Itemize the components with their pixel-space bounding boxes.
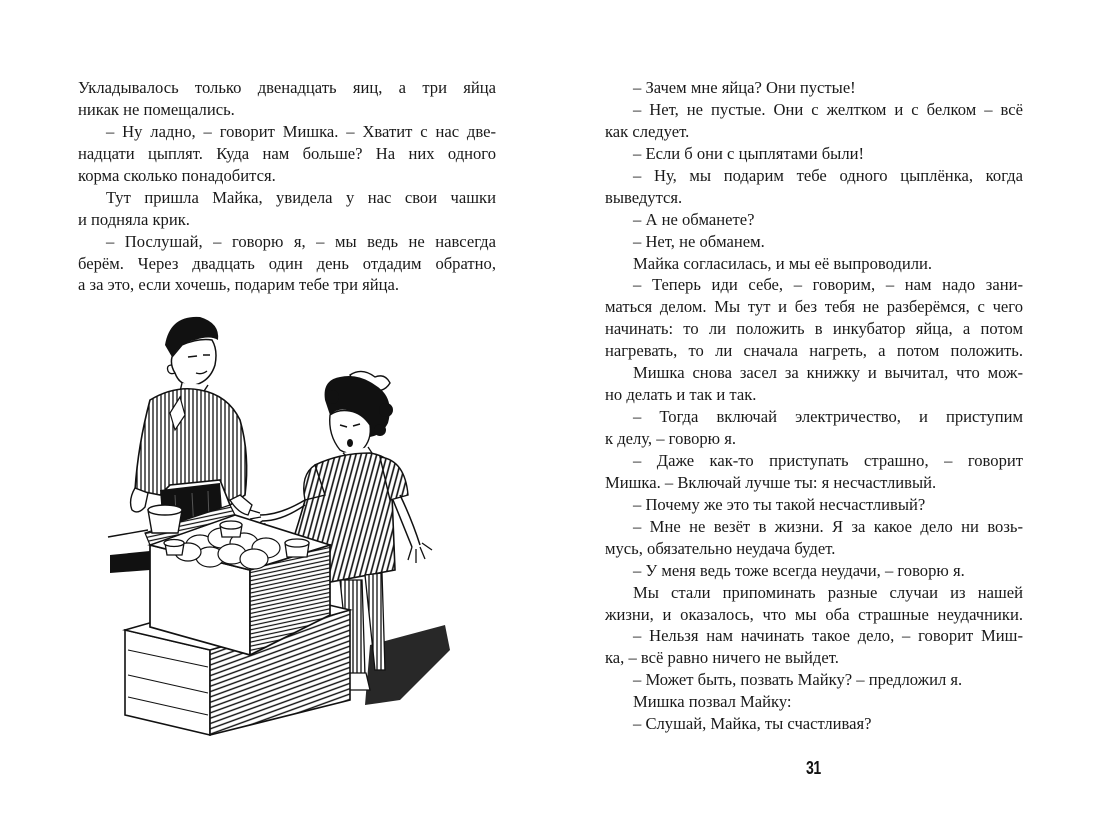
text-line: мусь, обязательно неудача будет. bbox=[605, 538, 836, 558]
text-line: выведутся. bbox=[605, 187, 683, 207]
text-line: жизни, и оказалось, что мы оба страшные неудачники. bbox=[605, 604, 1023, 624]
text-line: – А не обманете? bbox=[633, 209, 755, 229]
illustration-children-with-egg-box bbox=[100, 305, 460, 745]
text-line: – Зачем мне яйца? Они пустые! bbox=[633, 78, 856, 97]
text-line: Укладывалось только двенадцать яиц, а три яйца bbox=[78, 78, 496, 97]
text-line: Майка согласилась, и мы её выпроводили. bbox=[633, 253, 933, 273]
page-number: 31 bbox=[806, 758, 821, 778]
text-line: – Теперь иди себе, – говорим, – нам надо зани- bbox=[633, 275, 1023, 295]
text-line: – Может быть, позвать Майку? – предложил я. bbox=[633, 670, 963, 690]
text-line: Мишка снова засел за книжку и вычитал, что мож- bbox=[633, 363, 1023, 383]
text-line: к делу, – говорю я. bbox=[605, 429, 737, 448]
text-line: – Нет, не обманем. bbox=[633, 231, 765, 251]
text-line: Мишка. – Включай лучше ты: я несчастливый. bbox=[605, 472, 937, 492]
left-text-column bbox=[78, 77, 496, 296]
text-line: ка, – всё равно ничего не выйдет. bbox=[605, 648, 839, 668]
text-line: – Почему же это ты такой несчастливый? bbox=[633, 494, 926, 514]
text-line: но делать и так и так. bbox=[605, 385, 757, 405]
text-line: – Мне не везёт в жизни. Я за какое дело ни возь- bbox=[633, 516, 1023, 536]
text-line: корма сколько понадобится. bbox=[78, 165, 276, 185]
text-line: – Послушай, – говорю я, – мы ведь не навсегда bbox=[106, 231, 496, 251]
text-line: – Ну ладно, – говорит Мишка. – Хватит с нас две- bbox=[106, 121, 496, 141]
text-line: надцати цыплят. Куда нам больше? На них одного bbox=[78, 143, 496, 163]
text-line: берём. Через двадцать один день отдадим обратно, bbox=[78, 253, 496, 273]
text-line: начинать: то ли положить в инкубатор яйца, а потом bbox=[605, 319, 1023, 339]
text-line: – У меня ведь тоже всегда неудачи, – говорю я. bbox=[633, 560, 965, 580]
text-line: – Если б они с цыплятами были! bbox=[633, 143, 865, 163]
right-text-column bbox=[605, 77, 1023, 735]
text-line: а за это, если хочешь, подарим тебе три яйца. bbox=[78, 275, 400, 295]
text-line: никак не помещались. bbox=[78, 99, 235, 119]
text-line: Мы стали припоминать разные случаи из нашей bbox=[633, 582, 1023, 602]
text-line: как следует. bbox=[605, 121, 690, 141]
text-line: Мишка позвал Майку: bbox=[633, 692, 792, 712]
text-line: маться делом. Мы тут и без тебя не разберёмся, с чего bbox=[605, 297, 1023, 317]
right-page bbox=[550, 0, 1100, 825]
text-line: – Нельзя нам начинать такое дело, – говорит Миш- bbox=[633, 626, 1023, 646]
text-line: – Ну, мы подарим тебе одного цыплёнка, когда bbox=[633, 165, 1023, 185]
text-line: – Нет, не пустые. Они с желтком и с белком – всё bbox=[633, 99, 1023, 119]
text-line: нагревать, то ли сначала нагреть, а потом положить. bbox=[605, 341, 1023, 361]
text-line: – Даже как-то приступать страшно, – говорит bbox=[633, 450, 1023, 470]
text-line: – Слушай, Майка, ты счастливая? bbox=[633, 714, 872, 734]
text-line: Тут пришла Майка, увидела у нас свои чашки bbox=[106, 187, 496, 207]
text-line: и подняла крик. bbox=[78, 209, 190, 229]
text-line: – Тогда включай электричество, и приступим bbox=[633, 407, 1023, 427]
